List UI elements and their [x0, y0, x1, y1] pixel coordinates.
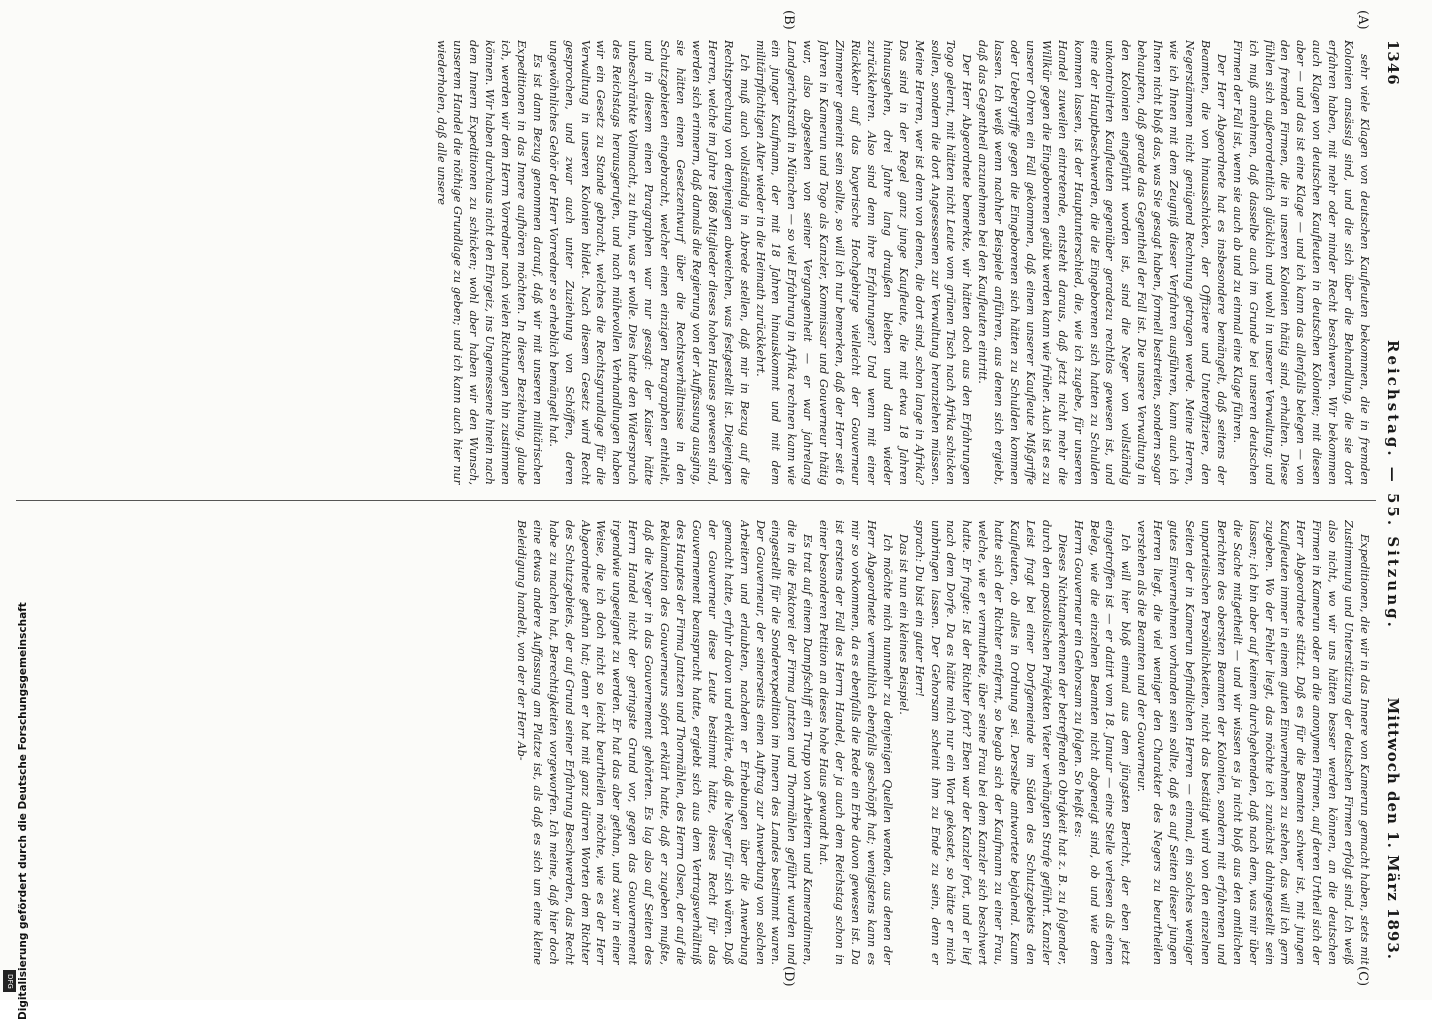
margin-marker-c: (C)	[1355, 966, 1370, 987]
page-header	[1380, 40, 1406, 960]
column-divider	[16, 500, 1376, 501]
left-text-column	[12, 40, 1372, 485]
session-date: Mittwoch den 1. März 1893.	[1384, 697, 1402, 960]
dfg-logo-icon: DFG	[3, 970, 16, 992]
paragraph: Ich möchte mich nunmehr zu denjenigen Quellen wenden, aus denen der Herr Abgeordnete vermuthlich ebenfalls geschöpft hat; wenigstens kann es mir so vorkommen, da es ebenfalls die Rede ein Erbe davon gewesen ist. Da ist erstens der Fall des Herrn Handel, der ja auch dem Reichstag schon in einer besonderen Petition an dieses hohe Haus gewandt hat.	[817, 520, 894, 965]
paragraph: Der Herr Abgeordnete hat es insbesondere bemängelt, daß seitens der Beamten, die von hinausschicken, der Offiziere und Unteroffiziere, den Negerstämmen nicht genügend Rechnung getragen werde. Meine Herren, wie ich Ihnen mit dem Zeugniß dieser Verfahren ausführen, kann auch ich Ihnen nicht bloß das, was Sie gesagt haben, formell bestreiten, sondern sogar behaupten, daß gerade das Gegentheil der Fall ist. Die unsere Verwaltung in den Kolonien eingeführt worden ist, sind die Neger von vollständig unkontrolirten Kaufleuten gegenüber geradezu rechtlos gewesen ist, und eine der Hauptbeschwerden, die die Eingeborenen sich hatten zu Schulden kommen lassen, ist der Hauptunterschied, die, wie ich zugebe, für unseren Handel zuweilen eintretende, entsteht daraus, daß jetzt nicht mehr die Willkür gegen die Eingeborenen geübt werden kann wie früher. Auch ist es zu unserer Ohren ein Fall gekommen, daß einem unserer Kaufleute Mißgriffe oder Uebergriffe gegen die Eingeborenen sich hätten zu Schulden kommen lassen. Ich weiß wenn nachher Beispiele anführen, aus denen sich ergiebt, daß das Gegentheil anzunehmen bei den Kaufleuten eintritt.	[976, 40, 1228, 485]
page-number: 1346	[1384, 40, 1402, 86]
paragraph: Ich will hier bloß einmal aus dem jüngsten Bericht, der eben jetzt eingetroffen ist — er datirt vom 18. Januar — eine Stelle verlesen als einen Beleg, wie die einzelnen Beamten nicht abgeneigt sind, ob und wie dem Herrn Gouverneur ein Gehorsam zu folgen. So heißt es:	[1071, 520, 1133, 965]
margin-marker-b: (B)	[781, 10, 796, 30]
session-title: Reichstag. — 55. Sitzung.	[1384, 340, 1402, 630]
paragraph: Dieses Nichtanerkennen der betreffenden Obrigkeit hat z. B. zu folgender, durch den apostolischen Präfekten Vieter verhängten Strafe geführt. Kanzler Leist fragt bei einer Dorfgemeinde im Süden des Schutzgebiets den Kaufleuten, ob alles in Ordnung sei. Derselbe antwortete bejahend. Kaum hatte sich der Richter entfernt, so begab sich der Kaufmann zu einer Frau, welche, wie er vermuthete, über seine Frau bei dem Kanzler sich beschwert hatte. Er fragte: Ist der Richter fort? Eben war der Kanzler fort, und er lief nach dem Dorfe. Da es hätte mich nur ein Wort gekostet, so hätte er mich umbringen lassen. Der Gehorsam scheint ihm zu Ende zu sein, denn er sprach: Du bist ein guter Herr!	[912, 520, 1069, 965]
paragraph: Es trat auf einem Dampfschiff ein Trupp von Arbeitern und Kameradinnen, die in die Faktorei der Firma Jantzen und Thormählen geführt wurden und eingestellt für die Sonderexpedition im Innern des Landes bestimmt waren. Der Gouverneur, der seinerseits einen Auftrag zur Anwerbung von solchen Arbeitern und erlaubten, nachdem er Erhebungen über die Anwerbung gemacht hatte, erfuhr davon und erklärte, daß die Neger für sich wären. Daß der Gouverneur diese Leute bestimmt hätte, dieses Recht für das Gouvernement beansprucht hatte, ergiebt sich aus dem Vertragsverhältniß des Hauptes der Firma Jantzen und Thormählen, des Herrn Olsen, der auf die Reklamation des Gouverneurs sofort erklärt hatte, daß er zugeben mußte, daß die Neger in das Gouvernement gehörten. Es lag also auf Seiten des Herrn Handel nicht der geringste Grund vor, gegen das Gouvernement irgendwie ungeeignet zu werden. Er hat das aber gethan, und zwar in einer Weise, die ich doch nicht so leicht beurtheilen möchte, wie es der Herr Abgeordnete gethan hat; denn er hat mit ganz dürren Worten dem Richter des Schutzgebiets, der auf Grund seiner Erfahrung Beschwerden, das Recht habe zu machen hat, Berechtigkeiten vorgeworfen. Ich meine, daß hier doch eine etwas andere Auffassung am Platze ist, als daß es sich um eine kleine Beleidigung handelt, von der der Herr Ab-	[514, 520, 815, 965]
margin-marker-a: (A)	[1355, 10, 1370, 30]
paragraph: Expeditionen, die wir in das Innere von Kamerun gemacht haben, stets mit Zustimmung und Unterstützung der deutschen Firmen erfolgt sind. Ich weiß also nicht, wo wir uns hätten besser werden können, an die deutschen Firmen in Kamerun oder an die anonymen Firmen, auf deren Urtheil sich der Herr Abgeordnete stützt. Daß es für die Beamten schwer ist, mit jungen Kaufleuten immer in einem guten Einvernehmen zu stehen, das will ich gern zugeben. Wo der Fehler liegt, das möchte ich zunächst dahingestellt sein lassen; ich bin aber auf keinem durchgehenden, daß nach dem, was mir über die Sache mitgetheilt — und wir wissen es ja nicht bloß aus den amtlichen Berichten des obersten Beamten der Kolonien, sondern mit erfahrenen und unparteiischen Persönlichkeiten, nicht das bestätigt wird von den einzelnen Seiten der in Kamerun befindlichen Herren — einmal, ein solches weniger gutes Einvernehmen vorhanden sein sollte, daß es auf Seiten dieser jungen Herren liegt, die viel weniger den Charakter des Negers zu beurtheilen verstehen als die Beamten und der Gouverneur.	[1135, 520, 1371, 965]
paragraph: Es ist dann Bezug genommen darauf, daß wir mit unseren militärischen Expeditionen in das Innere aufhören möchten. In dieser Beziehung, glaube ich, werden wir dem Herrn Vorredner nach vielen Richtungen hin zustimmen können. Wir haben durchaus nicht den Ehrgeiz, ins Ungemessene hinein nach dem Innern Expeditionen zu schicken; wohl aber haben wir den Wunsch, unserem Handel die nöthige Grundlage zu geben; und ich kann auch hier nur wiederholen, daß alle unsere	[435, 40, 544, 485]
paragraph: Ich muß auch vollständig in Abrede stellen, daß mir in Bezug auf die Rechtsprechung von demjenigen abweichen, was festgestellt ist. Diejenigen Herren, welche im Jahre 1886 Mitglieder dieses hohen Hauses gewesen sind, werden sich erinnern, daß damals die Regierung von der Auffassung ausging, sie hätten einen Gesetzentwurf über die Rechtsverhältnisse in den Schutzgebieten eingebracht, welcher einen einzigen Paragraphen enthielt, und in diesem einen Paragraphen war nur gesagt: der Kaiser hätte unbeschränkte Vollmacht, zu thun, was er wolle. Dies hatte den Widerspruch des Reichstags herausgerufen, und nach mühevollen Verhandlungen haben wir ein Gesetz zu Stande gebracht, welches die Rechtsgrundlage für die Verwaltung in unseren Kolonien bildet. Nach diesem Gesetz wird Recht gesprochen, und zwar auch unter Zuziehung von Schöffen, deren ungewöhnliches Gehör der Herr Vorredner so erheblich bemängelt hat.	[546, 40, 751, 485]
paragraph: Das ist nun ein kleines Beispiel.	[896, 534, 910, 715]
digitization-footer	[1, 30, 29, 1020]
paragraph: sehr viele Klagen von deutschen Kaufleuten bekommen, die in fremden Kolonien ansässig sind, und die sich über die Behandlung, die sie dort erfahren haben, mit mehr oder minder Recht beschweren. Wir bekommen auch Klagen von deutschen Kaufleuten in deutschen Kolonien; mit diesen aber — und das ist eine Klage — und ich kann das allenfalls belegen — von den fremden Firmen, die in unseren Kolonien thätig sind, erhalten. Diese fühlen sich außerordentlich glücklich und wohl in unserer Verwaltung; und ich muß annehmen, daß dasselbe auch im Grunde bei unseren deutschen Firmen der Fall ist, wenn sie auch ab und zu einmal eine Klage führen.	[1230, 40, 1371, 485]
margin-marker-d: (D)	[781, 966, 796, 987]
paragraph: Der Herr Abgeordnete bemerkte, wir hätten doch aus den Erfahrungen Togo gelernt, mit hätten nicht Leute vom grünen Tisch nach Afrika schicken sollen, sondern die dort Angesessenen zur Verwaltung heranziehen müssen. Meine Herren, wer ist denn von denen, die dort sind, schon lange in Afrika? Das sind in der Regel ganz junge Kaufleute, die mit etwa 18 Jahren hinausgehen, drei Jahre lang draußen bleiben und dann wieder zurückkehren. Also sind denn ihre Erfahrungen? Und wenn mit einer Rückkehr auf das bayerische Hochgebirge vielleicht der Gouverneur Zimmerer gemeint sein sollte, so will ich nur bemerken, daß der Herr seit 6 Jahren in Kamerun und Togo als Kanzler, Kommissar und Gouverneur thätig war, also abgesehen von seiner Vergangenheit — er war jahrelang Landgerichtsrath in München — so viel Erfahrung in Afrika rechnen kann wie ein junger Kaufmann, der mit 18 Jahren hinauskommt und mit dem militärpflichtigen Alter wieder in die Heimath zurückkehrt.	[753, 40, 974, 485]
right-text-column	[12, 520, 1372, 965]
footer-credit: Digitalisierung gefördert durch die Deutsche Forschungsgemeinschaft	[17, 602, 29, 1020]
